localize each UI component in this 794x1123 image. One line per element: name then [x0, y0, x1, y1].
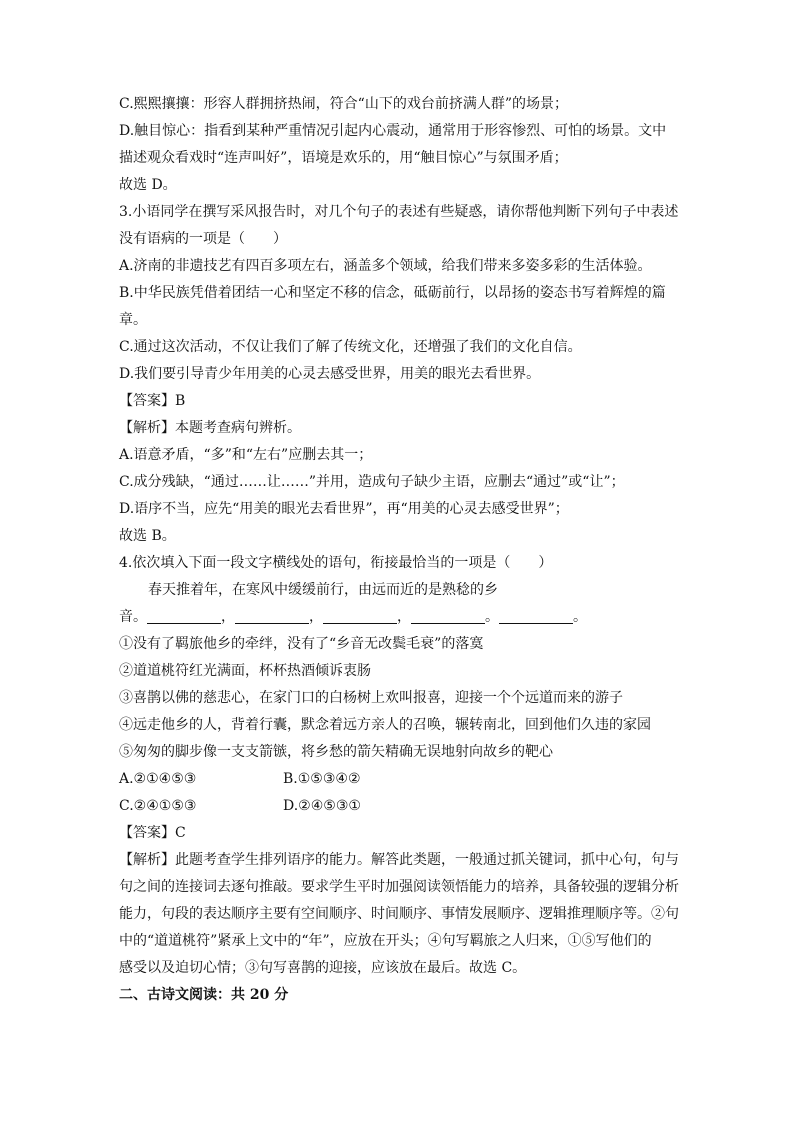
question-3-stem-cont: 没有语病的一项是（ ） [119, 231, 287, 247]
q3-conclusion: 故选 B。 [119, 528, 176, 544]
blank-sep-2: ， [309, 609, 323, 625]
q4-analysis: 【解析】此题考查学生排列语序的能力。解答此类题，一般通过抓关键词，抓中心句，句与 [119, 852, 679, 868]
q4-sentence-2: ②道道桃符红光满面，杯杯热酒倾诉衷肠 [119, 663, 371, 679]
q3-option-a: A.济南的非遗技艺有四百多项左右，涵盖多个领域，给我们带来多姿多彩的生活体验。 [119, 258, 652, 274]
q4-answer: 【答案】C [119, 825, 186, 841]
section-heading-classical-poetry: 二、古诗文阅读：共 20 分 [119, 987, 289, 1003]
q3-option-b-cont: 章。 [119, 312, 147, 328]
q4-passage-blanks [119, 607, 587, 627]
q4-analysis-cont-2: 能力，句段的表达顺序主要有空间顺序、时间顺序、事情发展顺序、逻辑推理顺序等。②句 [119, 906, 679, 922]
analysis-option-d: D.触目惊心：指看到某种严重情况引起内心震动，通常用于形容惨烈、可怕的场景。文中 [119, 123, 667, 139]
q4-sentence-3: ③喜鹊以佛的慈悲心，在家门口的白杨树上欢叫报喜，迎接一个个远道而来的游子 [119, 690, 623, 706]
q4-option-d: D.②④⑤③① [283, 798, 361, 814]
q4-sentence-4: ④远走他乡的人，背着行囊，默念着远方亲人的召唤，辗转南北，回到他们久违的家园 [119, 717, 651, 733]
q3-answer: 【答案】B [119, 393, 186, 409]
blank-sep-5: 。 [573, 609, 587, 625]
blank-sep-3: ， [397, 609, 411, 625]
blank-1 [147, 609, 221, 624]
q4-option-a: A.②①④⑤③ [119, 771, 197, 787]
blank-sep-4: 。 [485, 609, 499, 625]
q4-analysis-cont-3: 中的“道道桃符”紧承上文中的“年”，应放在开头；④句写羁旅之人归来，①⑤写他们的 [119, 933, 652, 949]
q4-option-c: C.②④①⑤③ [119, 798, 197, 814]
q3-analysis-d: D.语序不当，应先“用美的眼光去看世界”，再“用美的心灵去感受世界”； [119, 501, 569, 517]
q3-option-d: D.我们要引导青少年用美的心灵去感受世界，用美的眼光去看世界。 [119, 366, 541, 382]
q4-sentence-5: ⑤匆匆的脚步像一支支箭镞，将乡愁的箭矢精确无误地射向故乡的靶心 [119, 744, 553, 760]
q3-analysis-heading: 【解析】本题考查病句辨析。 [119, 420, 301, 436]
blank-4 [411, 609, 485, 624]
q4-analysis-cont-1: 句之间的连接词去逐句推敲。要求学生平时加强阅读领悟能力的培养，具备较强的逻辑分析 [119, 879, 679, 895]
q4-analysis-cont-4: 感受以及迫切心情；③句写喜鹊的迎接，应该放在最后。故选 C。 [119, 960, 527, 976]
q3-analysis-c: C.成分残缺，“通过……让……”并用，造成句子缺少主语，应删去“通过”或“让”； [119, 474, 625, 490]
analysis-option-c: C.熙熙攘攘：形容人群拥挤热闹，符合“山下的戏台前挤满人群”的场景； [119, 96, 568, 112]
analysis-option-d-cont: 描述观众看戏时“连声叫好”，语境是欢乐的，用“触目惊心”与氛围矛盾； [119, 150, 568, 166]
q4-passage-end: 音。 [119, 609, 147, 625]
question-4-stem: 4.依次填入下面一段文字横线处的语句，衔接最恰当的一项是（ ） [119, 555, 553, 571]
q3-option-c: C.通过这次活动，不仅让我们了解了传统文化，还增强了我们的文化自信。 [119, 339, 582, 355]
blank-2 [235, 609, 309, 624]
q4-option-b: B.①⑤③④② [283, 771, 361, 787]
q3-analysis-a: A.语意矛盾，“多”和“左右”应删去其一； [119, 447, 373, 463]
q3-option-b: B.中华民族凭借着团结一心和坚定不移的信念，砥砺前行，以昂扬的姿态书写着辉煌的篇 [119, 285, 666, 301]
blank-sep-1: ， [221, 609, 235, 625]
q4-passage: 春天推着年，在寒风中缓缓前行，由远而近的是熟稔的乡 [148, 582, 498, 598]
q4-sentence-1: ①没有了羁旅他乡的牵绊，没有了“乡音无改鬓毛衰”的落寞 [119, 636, 484, 652]
conclusion-d: 故选 D。 [119, 177, 177, 193]
question-3-stem: 3.小语同学在撰写采风报告时，对几个句子的表述有些疑惑，请你帮他判断下列句子中表述 [119, 204, 679, 220]
blank-5 [499, 609, 573, 624]
blank-3 [323, 609, 397, 624]
